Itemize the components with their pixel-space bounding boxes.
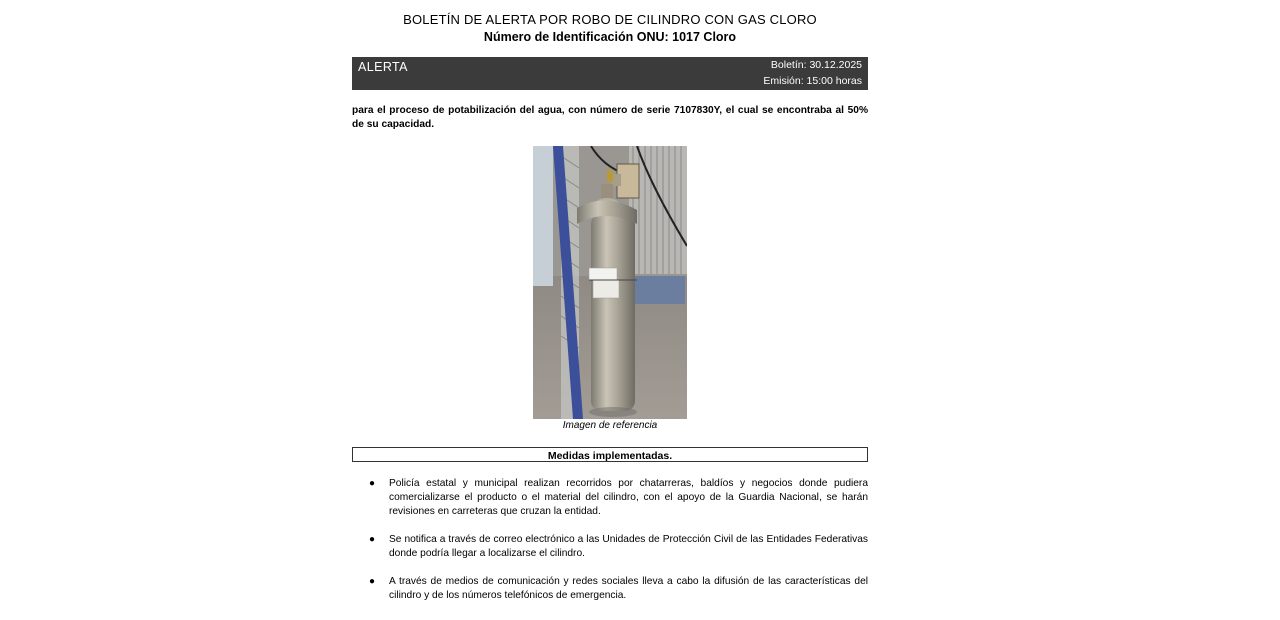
measure-text: Se notifica a través de correo electrónico a las Unidades de Protección Civil de las Entidades Federativas donde podría llegar a localizarse el cilindro. bbox=[389, 534, 868, 559]
emission-time: Emisión: 15:00 horas bbox=[763, 75, 862, 87]
bullet-icon: ● bbox=[369, 576, 376, 587]
alert-label: ALERTA bbox=[358, 60, 408, 74]
alert-bar bbox=[352, 57, 868, 90]
bulletin-date: Boletín: 30.12.2025 bbox=[770, 59, 862, 71]
intro-paragraph: para el proceso de potabilización del agua, con número de serie 7107830Y, el cual se encontraba al 50% de su capacidad. bbox=[352, 105, 868, 130]
document-subtitle: Número de Identificación ONU: 1017 Cloro bbox=[483, 30, 737, 44]
measures-list bbox=[352, 477, 868, 617]
list-item bbox=[352, 575, 868, 603]
cylinder-reference-photo bbox=[533, 146, 687, 419]
document-title: BOLETÍN DE ALERTA POR ROBO DE CILINDRO CON GAS CLORO bbox=[403, 12, 817, 27]
image-caption: Imagen de referencia bbox=[562, 420, 658, 431]
bullet-icon: ● bbox=[369, 534, 376, 545]
measure-text: Policía estatal y municipal realizan recorridos por chatarreras, baldíos y negocios donde pudiera comercializarse el producto o el material del cilindro, con el apoyo de la Guardia Nacional, se harán revisiones en carreteras que cruzan la entidad. bbox=[389, 478, 868, 517]
measure-text: A través de medios de comunicación y redes sociales lleva a cabo la difusión de las características del cilindro y de los números telefónicos de emergencia. bbox=[389, 576, 868, 601]
bullet-icon: ● bbox=[369, 478, 376, 489]
list-item bbox=[352, 533, 868, 561]
measures-heading: Medidas implementadas. bbox=[352, 447, 868, 462]
list-item bbox=[352, 477, 868, 519]
